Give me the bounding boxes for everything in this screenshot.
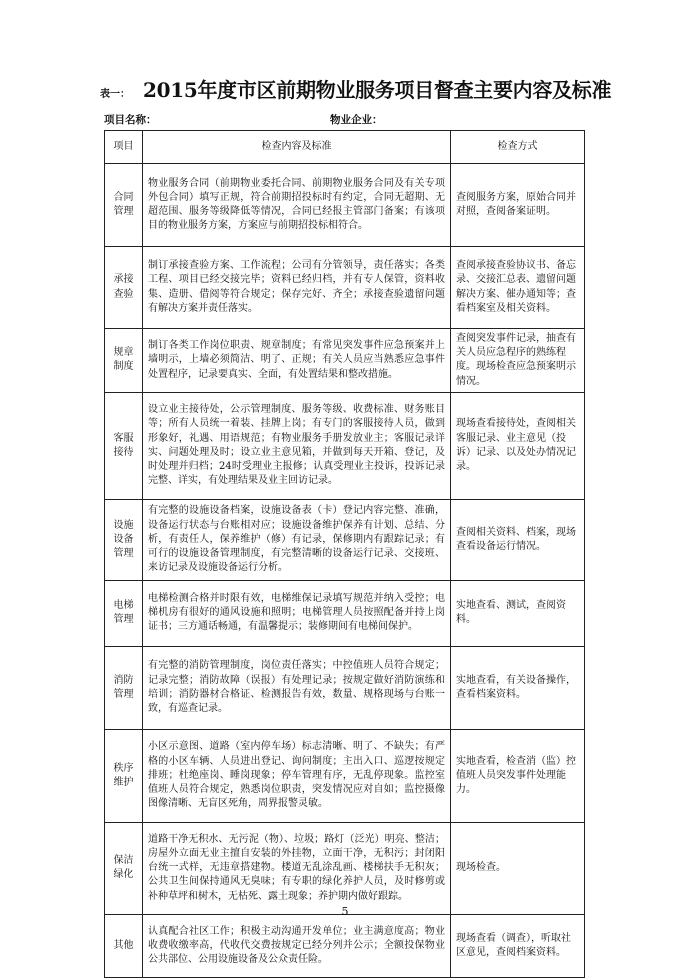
row-method: 实地查看、测试，查阅资料。 bbox=[451, 580, 585, 646]
row-content: 制订承接查验方案、工作流程；公司有分管领导，责任落实；各类工程、项目已经交接完毕；资料已经归档，并有专人保管，资料收集、造册、借阅等符合规定；保存完好、齐全；承接查验遗留问题有解决方案并责任落实。 bbox=[143, 247, 451, 329]
company-label: 物业企业： bbox=[330, 114, 383, 126]
row-item: 承接查验 bbox=[105, 247, 143, 329]
title-row bbox=[100, 74, 612, 108]
row-item: 规章制度 bbox=[105, 329, 143, 393]
row-method: 实地查看，检查消（监）控值班人员突发事件处理能力。 bbox=[451, 729, 585, 822]
row-item: 合同管理 bbox=[105, 164, 143, 247]
row-item: 消防管理 bbox=[105, 646, 143, 729]
row-item: 其他 bbox=[105, 914, 143, 977]
table-prefix: 表一： bbox=[100, 89, 130, 100]
table-header-row bbox=[105, 131, 585, 164]
row-content: 有完整的设施设备档案，设施设备表（卡）登记内容完整、准确，设备运行状态与台账相对应；设施设备维护保养有计划、总结、分析，有责任人，保养维护（修）有记录，保修期内有跟踪记录；有可行的设施设备管理制度，有完整清晰的设备运行记录、交接班、来访记录及设施设备运行分析。 bbox=[143, 499, 451, 580]
row-method: 现场查看（调查），听取社区意见，查阅档案资料。 bbox=[451, 914, 585, 977]
row-content: 设立业主接待处，公示管理制度、服务等级、收费标准、财务账目等；所有人员统一着装、挂牌上岗；有专门的客服接待人员，做到形象好，礼遇、用语规范；有物业服务手册发放业主；客服记录详实、问题处理及时；设立业主意见箱，并做到每天开箱、登记，及时处理并归档；24时受理业主报修；认真受理业主投诉，投诉记录完整、详实，有处理结果及业主回访记录。 bbox=[143, 392, 451, 499]
row-content: 电梯检测合格并时限有效，电梯维保记录填写规范并纳入受控；电梯机房有很好的通风设施和照明；电梯管理人员按照配备并持上岗证书；三方通话畅通，有温馨提示；装修期间有电梯间保护。 bbox=[143, 580, 451, 646]
row-content: 物业服务合同（前期物业委托合同、前期物业服务合同及有关专项外包合同）填写正规，符合前期招投标时有约定，合同无超期、无超范围、服务等级降低等情况，合同已经报主管部门备案；有该项目的物业服务方案，方案应与前期招投标相符合。 bbox=[143, 164, 451, 247]
column-header-item: 项目 bbox=[105, 131, 143, 164]
row-content: 小区示意图、道路（室内停车场）标志清晰、明了、不缺失；有严格的小区车辆、人员进出登记、询问制度；主出入口、巡逻按规定排班；杜绝座岗、睡岗现象；停车管理有序，无乱停现象。监控室值班人员符合规定，熟悉岗位职责，突发情况应对自如；监控摄像图像清晰、无盲区死角，周界报警灵敏。 bbox=[143, 729, 451, 822]
table-row bbox=[105, 822, 585, 914]
row-content: 道路干净无积水、无污泥（物）、垃圾；路灯（泛光）明亮、整洁；房屋外立面无业主擅自安装的外挂物，立面干净，无积污；封闭阳台统一式样，无违章搭建物。楼道无乱涂乱画、楼梯扶手无积灰；公共卫生间保持通风无臭味；有专职的绿化养护人员，及时修剪或补种草坪和树木，无枯死、露土现象；养护期内做好跟踪。 bbox=[143, 822, 451, 914]
table-row bbox=[105, 499, 585, 580]
table-row bbox=[105, 329, 585, 393]
column-header-content: 检查内容及标准 bbox=[143, 131, 451, 164]
table-row bbox=[105, 580, 585, 646]
column-header-method: 检查方式 bbox=[451, 131, 585, 164]
table-row bbox=[105, 729, 585, 822]
table-row bbox=[105, 392, 585, 499]
project-name-label: 项目名称： bbox=[104, 114, 157, 126]
row-content: 制订各类工作岗位职责、规章制度；有常见突发事件应急预案并上墙明示，上墙必须简洁、明了、正规；有关人员应当熟悉应急事件处置程序，记录要真实、全面，有处置结果和整改措施。 bbox=[143, 329, 451, 393]
row-method: 实地查看，有关设备操作，查看档案资料。 bbox=[451, 646, 585, 729]
table-row bbox=[105, 164, 585, 247]
row-method: 查阅突发事件记录，抽查有关人员应急程序的熟练程度。现场检查应急预案明示情况。 bbox=[451, 329, 585, 393]
row-method: 现场查看接待处，查阅相关客服记录、业主意见（投诉）记录、以及处办情况记录。 bbox=[451, 392, 585, 499]
table-row bbox=[105, 646, 585, 729]
row-method: 查阅承接查验协议书、备忘录、交接汇总表、遗留问题解决方案、催办通知等；查看档案室及相关资料。 bbox=[451, 247, 585, 329]
row-item: 设施设备管理 bbox=[105, 499, 143, 580]
table-row bbox=[105, 914, 585, 977]
row-item: 保洁绿化 bbox=[105, 822, 143, 914]
row-method: 查阅服务方案，原始合同并对照，查阅备案证明。 bbox=[451, 164, 585, 247]
row-content: 认真配合社区工作；积极主动沟通开发单位；业主满意度高；物业收费收缴率高，代收代交费按规定已经分列并公示；全额投保物业公共部位、公用设施设备及公众责任险。 bbox=[143, 914, 451, 977]
row-item: 秩序维护 bbox=[105, 729, 143, 822]
table-row bbox=[105, 247, 585, 329]
inspection-table bbox=[104, 130, 585, 978]
page-title: 2015年度市区前期物业服务项目督查主要内容及标准 bbox=[143, 78, 612, 102]
row-item: 客服接待 bbox=[105, 392, 143, 499]
row-method: 现场检查。 bbox=[451, 822, 585, 914]
page-number: 5 bbox=[341, 905, 349, 918]
row-item: 电梯管理 bbox=[105, 580, 143, 646]
row-content: 有完整的消防管理制度，岗位责任落实；中控值班人员符合规定；记录完整；消防故障（误报）有处理记录；按规定做好消防演练和培训；消防器材合格证、检测报告有效，数量、规格现场与台账一致，有巡查记录。 bbox=[143, 646, 451, 729]
row-method: 查阅相关资料、档案，现场查看设备运行情况。 bbox=[451, 499, 585, 580]
